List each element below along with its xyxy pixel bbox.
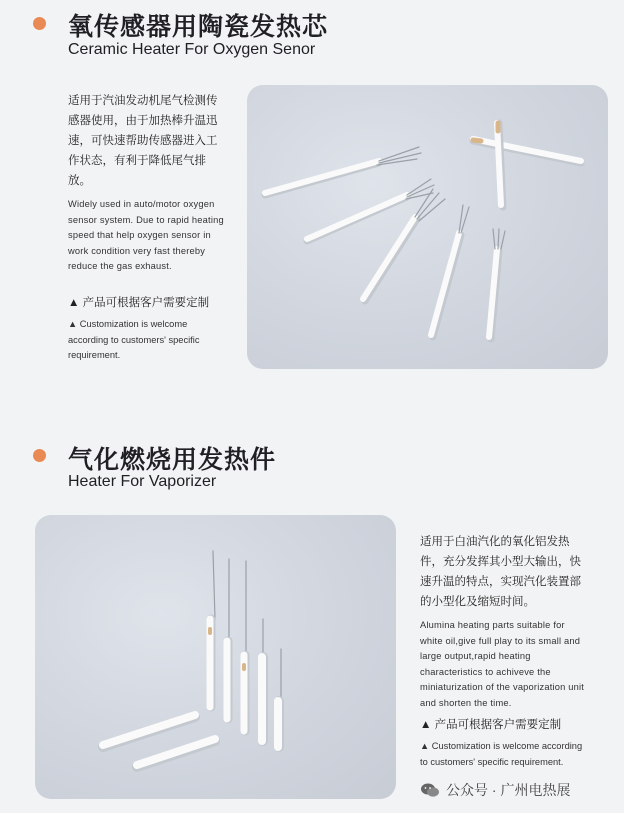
vaporizer-heater-product-photo [35,515,396,799]
section2-custom-en: ▲ Customization is welcome according to customers' specific requirement. [420,741,583,767]
section2-bullet-dot [33,449,46,462]
section2-desc-en: Alumina heating parts suitable for white oil,give full play to its small and large output,rapid heating characteristics to achiveve the miniaturization of the vaporization unit and shorten the time. [420,620,585,708]
section1-title-zh: 氧传感器用陶瓷发热芯 [68,13,329,41]
watermark-text: 公众号 · 广州电热展 [446,782,571,798]
section1-desc-en: Widely used in auto/motor oxygen sensor system. Due to rapid heating speed that help oxygen sensor in work condition very fast thereby reduce the gas exhaust. [68,199,224,271]
section1-bullet-dot [33,17,46,30]
section2-title-en: Heater For Vaporizer [68,473,217,490]
wechat-icon [420,782,440,798]
section2-custom-zh: ▲ 产品可根据客户需要定制 [420,719,562,731]
section1-custom-en: ▲ Customization is welcome according to customers' specific requirement. [68,319,200,360]
section1-custom-zh: ▲ 产品可根据客户需要定制 [68,297,210,309]
section1-title-en: Ceramic Heater For Oxygen Senor [68,41,316,58]
section1-desc-zh: 适用于汽油发动机尾气检测传感器使用，由于加热棒升温迅速，可快速帮助传感器进入工作状态，有利于降低尾气排放。 [68,95,218,187]
section2-desc-zh: 适用于白油汽化的氧化铝发热件，充分发挥其小型大输出，快速升温的特点，实现汽化装置部的小型化及缩短时间。 [420,536,581,608]
section2-title-zh: 气化燃烧用发热件 [68,446,277,474]
watermark [420,780,570,800]
oxygen-heater-product-photo [247,85,608,369]
